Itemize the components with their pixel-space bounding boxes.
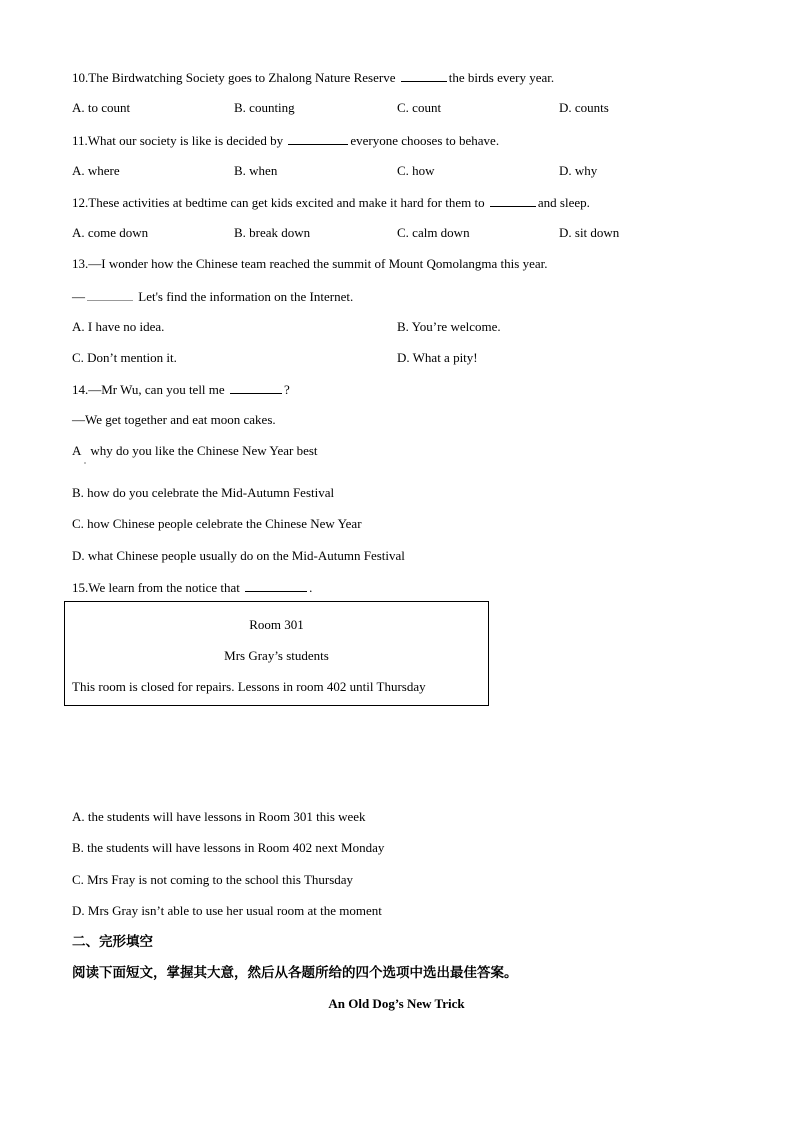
q12-option-b[interactable]: B. break down <box>234 225 311 240</box>
q11-stem: 11.What our society is like is decided by everyone chooses to behave. <box>72 133 500 148</box>
q15-stem: 15.We learn from the notice that . <box>72 580 313 595</box>
q12-stem: 12.These activities at bedtime can get kids excited and make it hard for them to and sleep. <box>72 195 590 210</box>
section-instruction: 阅读下面短文，掌握其大意，然后从各题所给的四个选项中选出最佳答案。 <box>72 965 518 981</box>
q14-option-a[interactable]: A why do you like the Chinese New Year best <box>72 443 318 458</box>
q11-option-b[interactable]: B. when <box>234 163 278 178</box>
q13-option-d[interactable]: D. What a pity! <box>397 350 478 365</box>
q15-blank <box>245 579 307 592</box>
q11-option-c[interactable]: C. how <box>397 163 435 178</box>
q15-option-a[interactable]: A. the students will have lessons in Room 301 this week <box>72 809 366 824</box>
q13-stem: 13.—I wonder how the Chinese team reached the summit of Mount Qomolangma this year. <box>72 256 548 271</box>
q10-option-b[interactable]: B. counting <box>234 100 295 115</box>
q13-reply: — Let's find the information on the Internet. <box>72 289 354 304</box>
q15-option-d[interactable]: D. Mrs Gray isn’t able to use her usual room at the moment <box>72 903 382 918</box>
q14-option-c[interactable]: C. how Chinese people celebrate the Chinese New Year <box>72 516 362 531</box>
q14-blank <box>230 381 282 394</box>
q11-blank <box>288 132 348 145</box>
q10-option-c[interactable]: C. count <box>397 100 442 115</box>
q14-option-d[interactable]: D. what Chinese people usually do on the Mid-Autumn Festival <box>72 548 405 563</box>
q13-option-a[interactable]: A. I have no idea. <box>72 319 165 334</box>
q10-option-d[interactable]: D. counts <box>559 100 609 115</box>
notice-message: This room is closed for repairs. Lessons in room 402 until Thursday <box>72 679 426 694</box>
q13-option-c[interactable]: C. Don’t mention it. <box>72 350 177 365</box>
section-heading: 二、完形填空 <box>72 934 153 950</box>
q10-stem: 10.The Birdwatching Society goes to Zhalong Nature Reserve the birds every year. <box>72 70 555 85</box>
q15-option-c[interactable]: C. Mrs Fray is not coming to the school this Thursday <box>72 872 354 887</box>
notice-box <box>64 601 489 706</box>
q15-option-b[interactable]: B. the students will have lessons in Room 402 next Monday <box>72 840 385 855</box>
q10-blank <box>401 69 447 82</box>
notice-room: Room 301 <box>249 617 304 632</box>
passage-title: An Old Dog’s New Trick <box>328 996 465 1011</box>
stray-mark <box>84 462 86 464</box>
q12-option-a[interactable]: A. come down <box>72 225 149 240</box>
q14-reply: —We get together and eat moon cakes. <box>72 412 276 427</box>
q11-option-a[interactable]: A. where <box>72 163 120 178</box>
q14-stem: 14.—Mr Wu, can you tell me ? <box>72 382 290 397</box>
q14-option-b[interactable]: B. how do you celebrate the Mid-Autumn Festival <box>72 485 335 500</box>
q12-option-c[interactable]: C. calm down <box>397 225 470 240</box>
notice-owner: Mrs Gray’s students <box>224 648 329 663</box>
q12-blank <box>490 194 536 207</box>
q13-option-b[interactable]: B. You’re welcome. <box>397 319 501 334</box>
q12-option-d[interactable]: D. sit down <box>559 225 620 240</box>
q13-blank <box>87 288 133 301</box>
q11-option-d[interactable]: D. why <box>559 163 598 178</box>
q10-option-a[interactable]: A. to count <box>72 100 131 115</box>
